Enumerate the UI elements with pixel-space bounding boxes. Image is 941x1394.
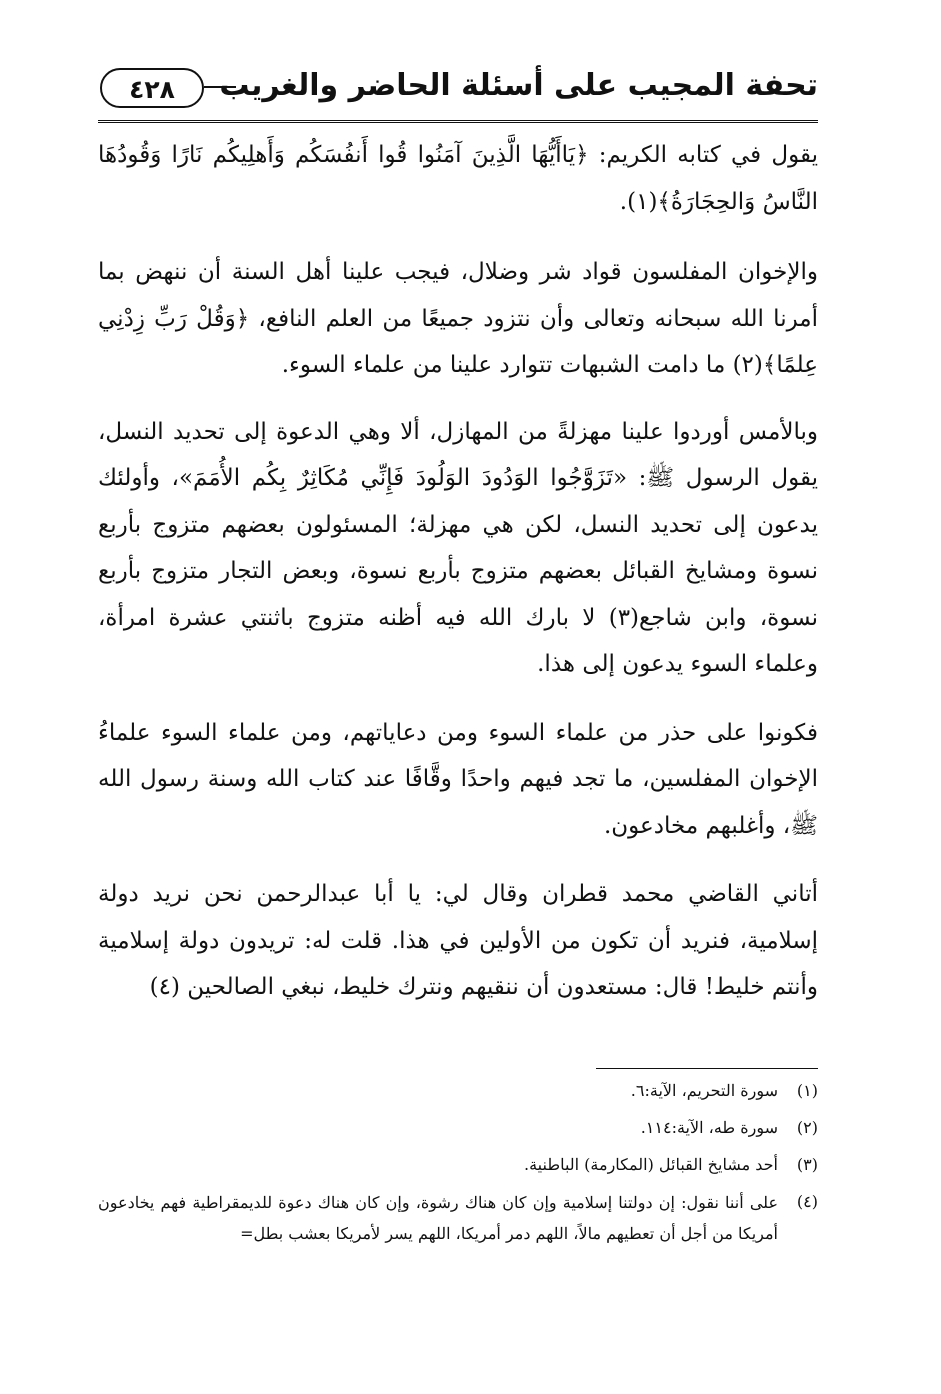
footnote-text: سورة التحريم، الآية:٦. xyxy=(630,1081,778,1100)
paragraph: فكونوا على حذر من علماء السوء ومن دعاياتهم، ومن علماء السوء علماءُ الإخوان المفلسين، ما تجد فيهم واحدًا وقَّافًا عند كتاب الله وسنة رسول الله ﷺ، وأغلبهم مخادعون. xyxy=(98,719,818,839)
main-text xyxy=(98,132,818,1011)
footnote-number: (٢) xyxy=(796,1118,818,1137)
book-page xyxy=(98,58,818,1358)
footnote-text: أحد مشايخ القبائل (المكارمة) الباطنية. xyxy=(524,1155,778,1174)
footnote-text: سورة طه، الآية:١١٤. xyxy=(640,1118,778,1137)
footnotes xyxy=(98,1076,818,1256)
footnote xyxy=(98,1150,818,1180)
paragraph: يقول في كتابه الكريم: ﴿يَاأَيُّهَا الَّذِينَ آمَنُوا قُوا أَنفُسَكُم وَأَهلِيكُم نَارًا وَقُودُهَا النَّاسُ وَالحِجَارَةُ﴾(١). xyxy=(98,142,818,215)
footnote xyxy=(98,1076,818,1106)
footnote-number: (٤) xyxy=(796,1192,818,1211)
footnote-text: على أننا نقول: إن دولتنا إسلامية وإن كان هناك رشوة، وإن كان هناك دعوة للديمقراطية فهم يخادعون أمريكا من أجل أن تعطيهم مالاً، اللهم دمر أمريكا، اللهم يسر لأمريكا بعشب بطل= xyxy=(98,1193,778,1243)
paragraph: وبالأمس أوردوا علينا مهزلةً من المهازل، ألا وهي الدعوة إلى تحديد النسل، يقول الرسول ﷺ: «تَزَوَّجُوا الوَدُودَ الوَلُودَ فَإِنِّي مُكَاثِرٌ بِكُم الأُمَمَ»، وأولئك يدعون إلى تحديد النسل، لكن هي مهزلة؛ المسئولون بعضهم متزوج بأربع نسوة ومشايخ القبائل بعضهم متزوج بأربع نسوة، وبعض التجار متزوج بأربع نسوة، وابن شاجع(٣) لا بارك الله فيه أظنه متزوج باثنتي عشرة امرأة، وعلماء السوء يدعون إلى هذا. xyxy=(98,418,819,677)
footnote-separator xyxy=(596,1068,818,1069)
footnote-number: (١) xyxy=(796,1081,818,1100)
footnote xyxy=(98,1187,818,1249)
page-number: ٤٢٨ xyxy=(100,68,204,108)
paragraph: أتاني القاضي محمد قطران وقال لي: يا أبا عبدالرحمن نحن نريد دولة إسلامية، فنريد أن تكون من الأولين في هذا. قلت له: تريدون دولة إسلامية وأنتم خليط! قال: مستعدون أن ننقيهم ونترك خليط، نبغي الصالحين (٤) xyxy=(98,881,818,1000)
book-title: تحفة المجيب على أسئلة الحاضر والغريب xyxy=(219,68,818,103)
footnote xyxy=(98,1113,818,1143)
footnote-number: (٣) xyxy=(796,1155,818,1174)
paragraph: والإخوان المفلسون قواد شر وضلال، فيجب علينا أهل السنة أن ننهض بما أمرنا الله سبحانه وتعالى وأن نتزود جميعًا من العلم النافع، ﴿وَقُلْ رَبِّ زِدْنِي عِلمًا﴾(٢) ما دامت الشبهات تتوارد علينا من علماء السوء. xyxy=(98,259,818,378)
running-header xyxy=(98,58,818,123)
